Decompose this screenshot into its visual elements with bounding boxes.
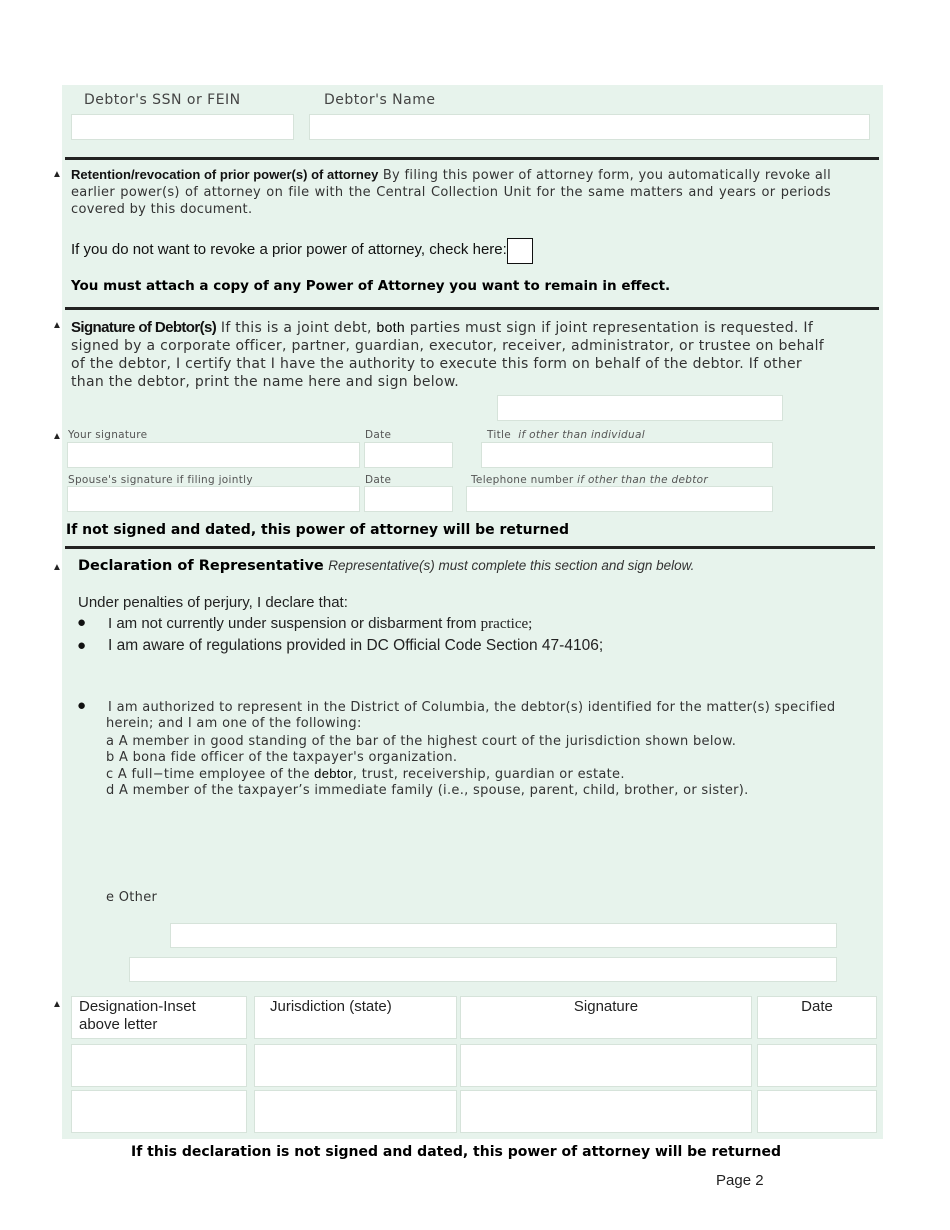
your-signature-field[interactable]	[67, 442, 360, 468]
print-name-field[interactable]	[497, 395, 783, 421]
declaration-item-a: a A member in good standing of the bar of the highest court of the jurisdiction shown below.	[106, 734, 737, 749]
declaration-heading: Declaration of Representative	[78, 558, 324, 574]
page-number: Page 2	[716, 1172, 764, 1189]
bullet-icon: ●	[77, 637, 87, 654]
spouse-signature-field[interactable]	[67, 486, 360, 512]
declaration-heading-line	[78, 557, 694, 575]
declaration-warning: If this declaration is not signed and dated, this power of attorney will be returned	[131, 1144, 782, 1160]
title-field[interactable]	[481, 442, 773, 468]
declaration-subheading: Representative(s) must complete this section and sign below.	[328, 558, 695, 573]
retention-heading: Retention/revocation of prior power(s) of attorney	[71, 167, 379, 182]
date-header: Date	[757, 996, 877, 1039]
date-cell[interactable]	[757, 1044, 877, 1087]
signature-heading: Signature of Debtor(s)	[71, 319, 217, 336]
date-field[interactable]	[364, 442, 453, 468]
section-divider	[65, 307, 879, 310]
revoke-check-prompt: If you do not want to revoke a prior power of attorney, check here:	[71, 241, 507, 258]
title-label: Title if other than individual	[487, 429, 645, 441]
section-divider	[65, 157, 879, 160]
debtor-name-field[interactable]	[309, 114, 870, 140]
designation-cell[interactable]	[71, 1090, 247, 1133]
telephone-field[interactable]	[466, 486, 773, 512]
designation-cell[interactable]	[71, 1044, 247, 1087]
signature-header: Signature	[460, 996, 752, 1039]
other-field-2[interactable]	[129, 957, 837, 982]
signature-cell[interactable]	[460, 1090, 752, 1133]
date-label: Date	[365, 474, 392, 486]
retention-paragraph	[71, 166, 831, 218]
bullet-icon: ●	[77, 697, 87, 714]
retention-text: By filing this power of attorney form, you automatically revoke all earlier power(s) of attorney on file with the Central Collection Unit for the same matters and years or periods covered by this document.	[71, 168, 831, 217]
signature-paragraph: Signature of Debtor(s) If this is a joint debt, both parties must sign if joint representation is requested. If signed by a corporate officer, partner, guardian, executor, receiver, administrator, or trustee on behalf of the debtor, I certify that I have the authority to execute this form on behalf of the debtor. If other than the debtor, print the name here and sign below.	[71, 319, 825, 390]
other-field[interactable]	[170, 923, 837, 948]
declaration-intro: Under penalties of perjury, I declare that:	[78, 594, 348, 611]
designation-header: Designation-Inset above letter	[71, 996, 247, 1039]
triangle-marker-icon: ▲	[52, 999, 62, 1010]
your-signature-label: Your signature	[68, 429, 148, 441]
ssn-field[interactable]	[71, 114, 294, 140]
signature-cell[interactable]	[460, 1044, 752, 1087]
triangle-marker-icon: ▲	[52, 431, 62, 442]
signature-warning: If not signed and dated, this power of attorney will be returned	[66, 522, 569, 538]
jurisdiction-cell[interactable]	[254, 1044, 457, 1087]
declaration-item-b: b A bona fide officer of the taxpayer's organization.	[106, 750, 458, 765]
revoke-checkbox[interactable]	[507, 238, 533, 264]
date-label: Date	[365, 429, 392, 441]
triangle-marker-icon: ▲	[52, 562, 62, 573]
declaration-bullet-1: I am not currently under suspension or disbarment from practice;	[108, 615, 533, 632]
ssn-label: Debtor's SSN or FEIN	[84, 92, 241, 108]
section-divider	[65, 546, 875, 549]
spouse-signature-label: Spouse's signature if filing jointly	[68, 474, 253, 486]
declaration-bullet-2: I am aware of regulations provided in DC Official Code Section 47-4106;	[108, 637, 604, 654]
triangle-marker-icon: ▲	[52, 320, 62, 331]
jurisdiction-cell[interactable]	[254, 1090, 457, 1133]
date-cell[interactable]	[757, 1090, 877, 1133]
bullet-icon: ●	[77, 614, 87, 631]
attach-note: You must attach a copy of any Power of Attorney you want to remain in effect.	[71, 278, 671, 294]
declaration-bullet-3-cont: herein; and I am one of the following:	[106, 716, 362, 731]
telephone-label: Telephone number if other than the debtor	[471, 474, 708, 486]
jurisdiction-header: Jurisdiction (state)	[254, 996, 457, 1039]
name-label: Debtor's Name	[324, 92, 436, 108]
declaration-bullet-3: I am authorized to represent in the District of Columbia, the debtor(s) identified for the matter(s) specified	[108, 700, 836, 715]
spouse-date-field[interactable]	[364, 486, 453, 512]
declaration-item-d: d A member of the taxpayer’s immediate family (i.e., spouse, parent, child, brother, or sister).	[106, 783, 749, 798]
declaration-item-e: e Other	[106, 890, 158, 905]
declaration-item-c: c A full−time employee of the debtor, trust, receivership, guardian or estate.	[106, 766, 625, 782]
triangle-marker-icon: ▲	[52, 169, 62, 180]
